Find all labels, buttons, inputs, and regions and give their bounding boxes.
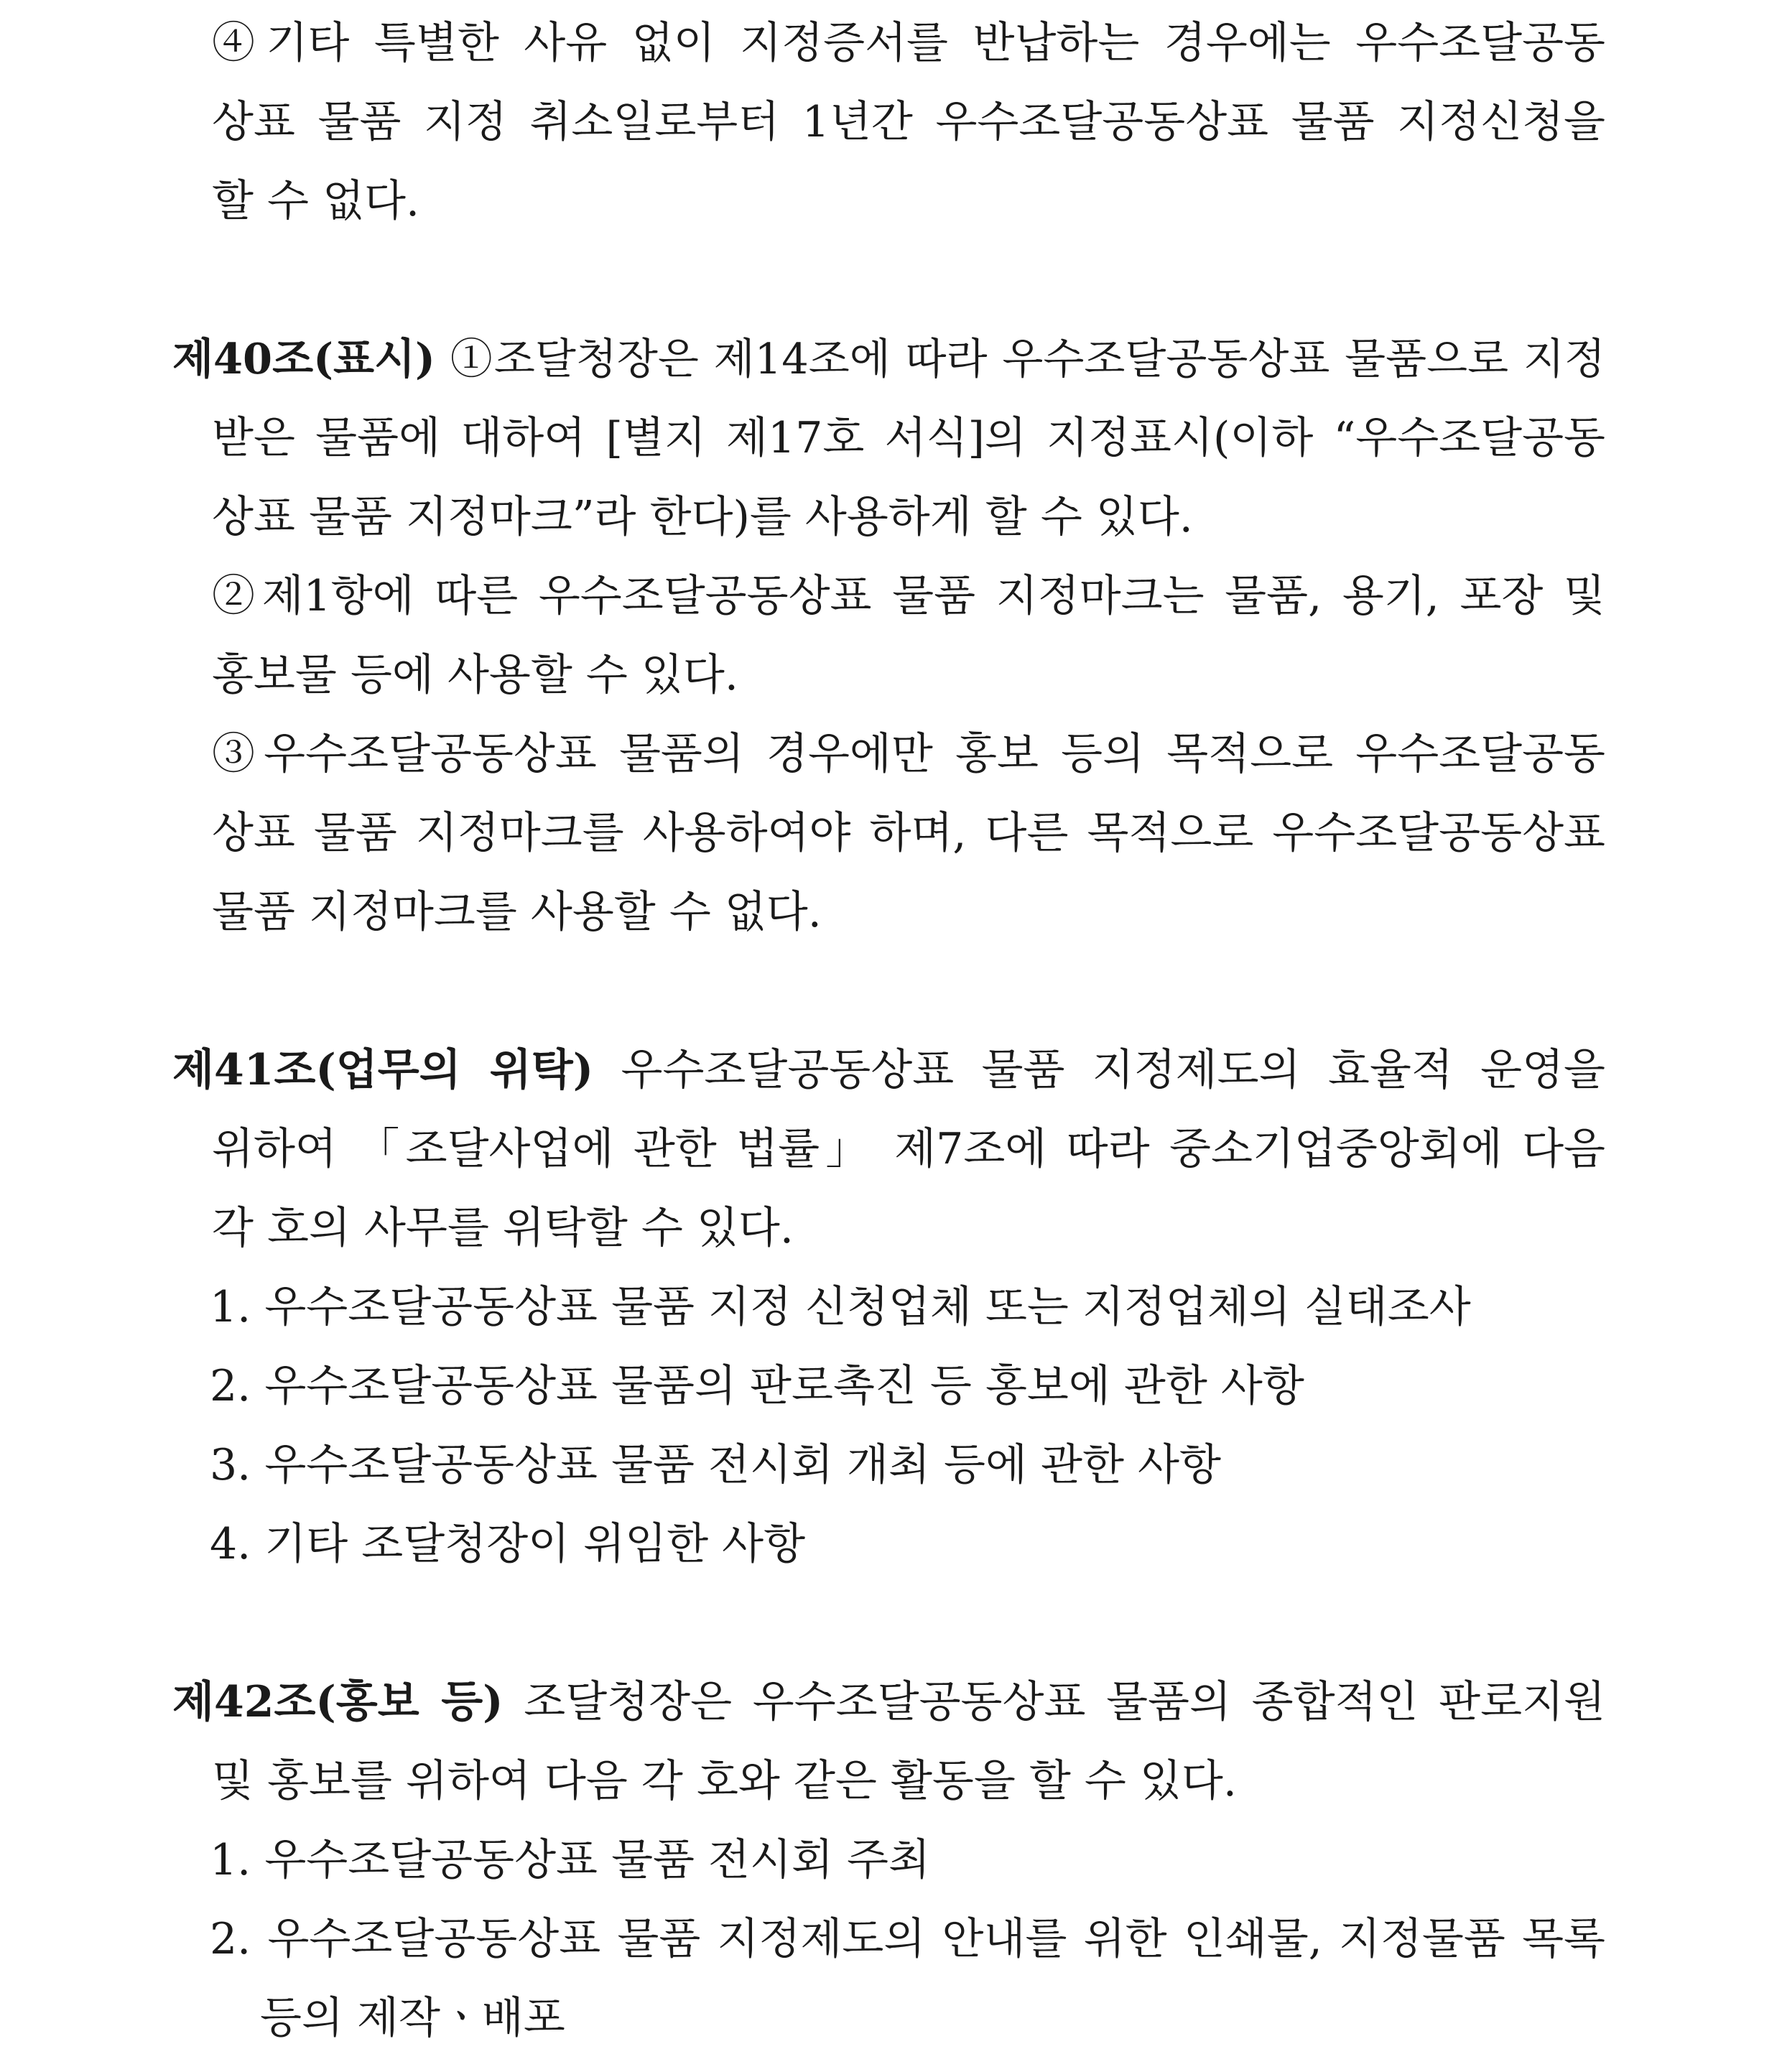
paragraph-line: 상표 물품 지정마크를 사용하여야 하며, 다른 목적으로 우수조달공동상표	[212, 808, 1605, 858]
article-40-first-line	[172, 332, 1605, 386]
paragraph-line: 할 수 없다.	[212, 176, 420, 226]
list-item: 1. 우수조달공동상표 물품 전시회 주최	[210, 1835, 930, 1885]
article-40-text: ①조달청장은 제14조에 따라 우수조달공동상표 물품으로 지정	[435, 334, 1605, 384]
list-item: 3. 우수조달공동상표 물품 전시회 개최 등에 관한 사항	[210, 1440, 1221, 1490]
article-42-heading: 제42조(홍보 등)	[172, 1677, 503, 1727]
paragraph-line: 홍보물 등에 사용할 수 있다.	[212, 650, 738, 700]
paragraph-line: 상표 물품 지정마크”라 한다)를 사용하게 할 수 있다.	[212, 492, 1193, 542]
paragraph-line: 및 홍보를 위하여 다음 각 호와 같은 활동을 할 수 있다.	[212, 1756, 1237, 1806]
article-41-first-line	[172, 1043, 1605, 1097]
article-41-heading: 제41조(업무의 위탁)	[172, 1045, 594, 1095]
paragraph-line: 각 호의 사무를 위탁할 수 있다.	[212, 1203, 794, 1253]
list-item: 2. 우수조달공동상표 물품 지정제도의 안내를 위한 인쇄물, 지정물품 목록	[210, 1914, 1605, 1964]
article-41-text: 우수조달공동상표 물품 지정제도의 효율적 운영을	[593, 1045, 1605, 1095]
list-item: 4. 기타 조달청장이 위임한 사항	[210, 1519, 806, 1569]
article-40-heading: 제40조(표시)	[172, 334, 435, 384]
paragraph-line: ③우수조달공동상표 물품의 경우에만 홍보 등의 목적으로 우수조달공동	[212, 729, 1605, 779]
list-item-continuation: 등의 제작ㆍ배포	[260, 1993, 565, 2043]
paragraph-line: 위하여 「조달사업에 관한 법률」 제7조에 따라 중소기업중앙회에 다음	[212, 1124, 1605, 1174]
article-42-first-line	[172, 1675, 1605, 1729]
list-item: 1. 우수조달공동상표 물품 지정 신청업체 또는 지정업체의 실태조사	[210, 1282, 1471, 1332]
paragraph-line: 받은 물품에 대하여 [별지 제17호 서식]의 지정표시(이하 “우수조달공동	[212, 413, 1605, 463]
paragraph-line: 상표 물품 지정 취소일로부터 1년간 우수조달공동상표 물품 지정신청을	[212, 97, 1605, 147]
article-42-text: 조달청장은 우수조달공동상표 물품의 종합적인 판로지원	[503, 1677, 1605, 1727]
list-item: 2. 우수조달공동상표 물품의 판로촉진 등 홍보에 관한 사항	[210, 1361, 1304, 1411]
paragraph-line: ④기타 특별한 사유 없이 지정증서를 반납하는 경우에는 우수조달공동	[212, 18, 1605, 68]
paragraph-line: ②제1항에 따른 우수조달공동상표 물품 지정마크는 물품, 용기, 포장 및	[212, 571, 1605, 621]
paragraph-line: 물품 지정마크를 사용할 수 없다.	[212, 887, 822, 937]
